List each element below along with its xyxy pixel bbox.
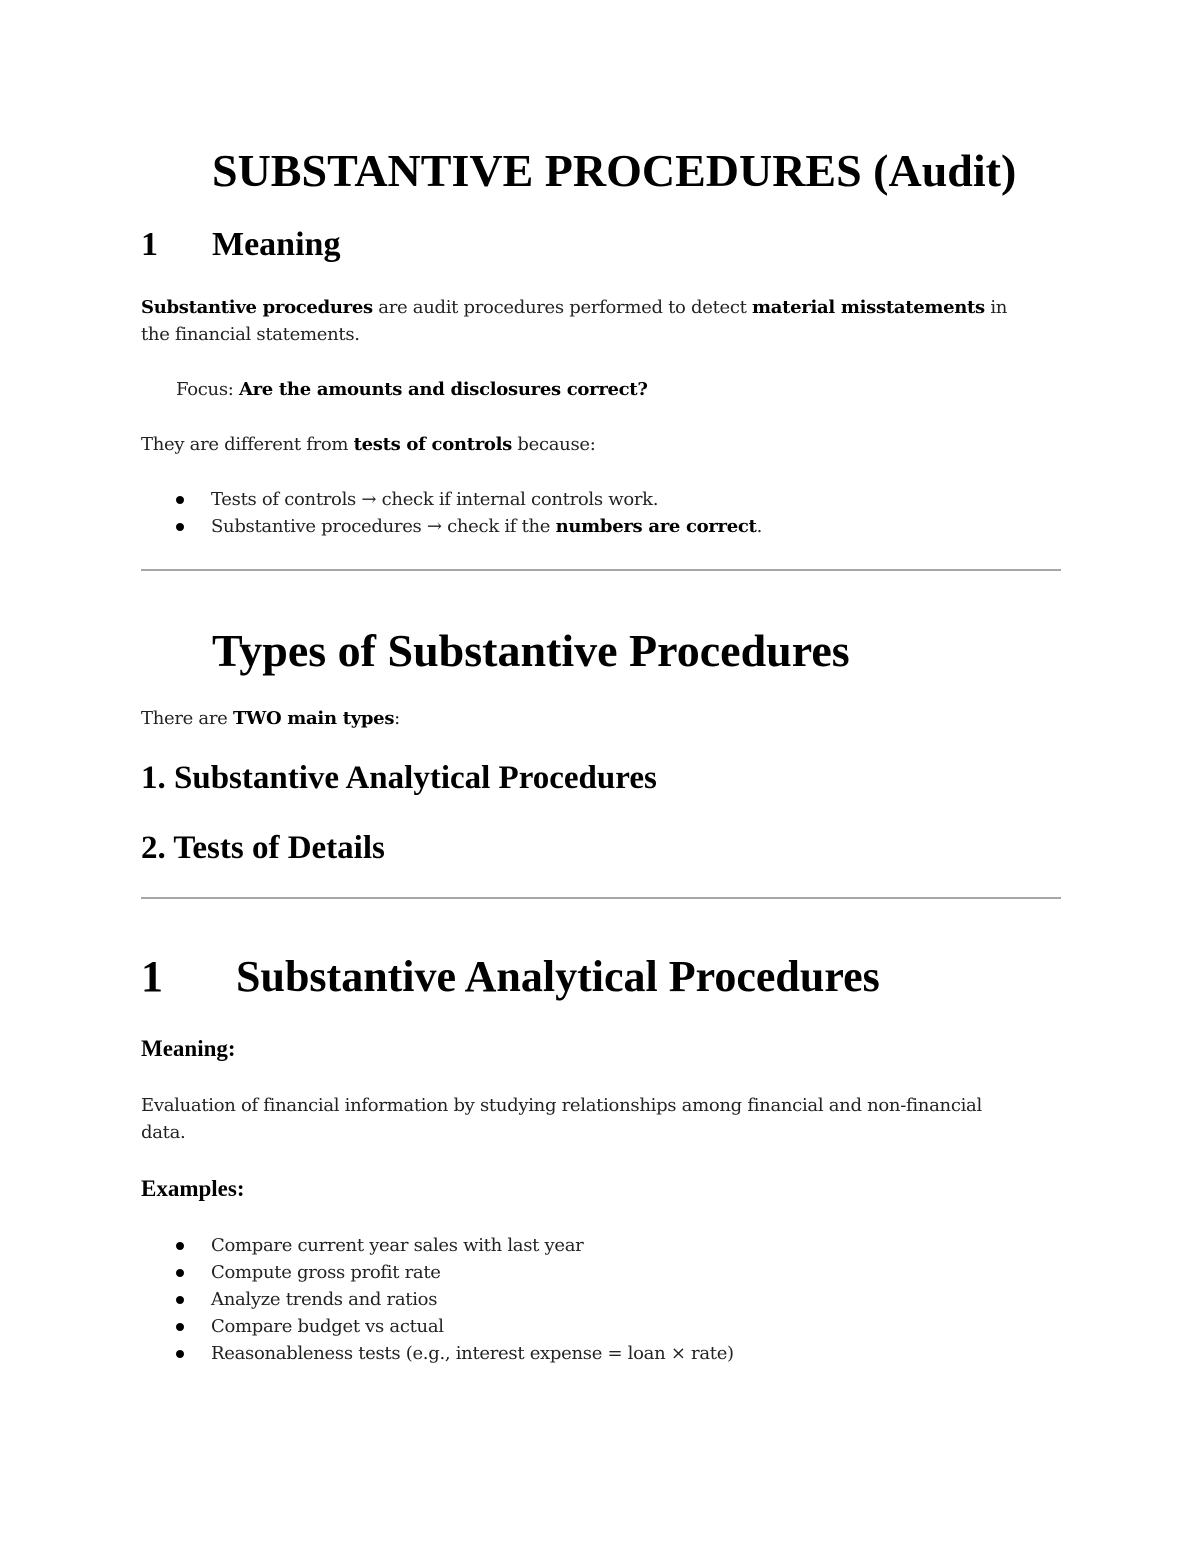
list-item-text: Compare current year sales with last year (211, 1235, 584, 1256)
list-item-text: Reasonableness tests (e.g., interest expense = loan × rate) (211, 1343, 734, 1364)
focus-line (176, 376, 648, 403)
difference-line (141, 431, 596, 458)
bullet-icon (176, 523, 184, 531)
definition-text-1: are audit procedures performed to detect (372, 297, 752, 318)
list-item (141, 486, 762, 513)
types-heading: Types of Substantive Procedures (212, 625, 850, 676)
meaning-line-2: data. (141, 1122, 186, 1143)
examples-list (141, 1232, 734, 1367)
section-2-heading: Substantive Analytical Procedures (236, 952, 880, 1001)
difference-list (141, 486, 762, 540)
horizontal-rule (141, 897, 1061, 899)
section-1-number: 1 (141, 226, 158, 263)
type-item-1: 1. Substantive Analytical Procedures (141, 760, 657, 796)
list-item-text: Tests of controls → check if internal controls work. (211, 489, 659, 510)
examples-label: Examples: (141, 1176, 245, 1201)
list-item (141, 513, 762, 540)
types-intro-text-2: : (394, 708, 400, 729)
bullet-icon (176, 1269, 184, 1277)
types-intro-text-1: There are (141, 708, 233, 729)
term-material-misstatements: material misstatements (752, 297, 985, 318)
type-item-2: 2. Tests of Details (141, 830, 385, 866)
bullet-icon (176, 1350, 184, 1358)
document-title: SUBSTANTIVE PROCEDURES (Audit) (212, 145, 1017, 196)
horizontal-rule (141, 569, 1061, 571)
difference-text-2: because: (511, 434, 596, 455)
section-1-heading: Meaning (212, 226, 341, 263)
bullet-icon (176, 496, 184, 504)
types-intro (141, 705, 400, 732)
focus-label: Focus: (176, 379, 239, 400)
list-item (141, 1286, 734, 1313)
list-item-text: Compute gross profit rate (211, 1262, 441, 1283)
list-item (141, 1340, 734, 1367)
definition-text-2: in (984, 297, 1008, 318)
list-item-tail: . (756, 516, 762, 537)
list-item (141, 1259, 734, 1286)
meaning-label: Meaning: (141, 1036, 236, 1061)
term-substantive-procedures: Substantive procedures (141, 297, 373, 318)
definition-line-1 (141, 294, 1007, 321)
definition-line-2: the financial statements. (141, 324, 360, 345)
meaning-line-1: Evaluation of financial information by studying relationships among financial and non-financial (141, 1095, 982, 1116)
list-item-text: Substantive procedures → check if the (211, 516, 556, 537)
difference-text-1: They are different from (141, 434, 354, 455)
list-item-text: Compare budget vs actual (211, 1316, 444, 1337)
bullet-icon (176, 1296, 184, 1304)
list-item-text: Analyze trends and ratios (211, 1289, 438, 1310)
list-item (141, 1313, 734, 1340)
section-2-number: 1 (141, 952, 163, 1001)
term-tests-of-controls: tests of controls (353, 434, 512, 455)
list-item (141, 1232, 734, 1259)
focus-question: Are the amounts and disclosures correct? (238, 379, 648, 400)
list-item-bold: numbers are correct (555, 516, 757, 537)
types-intro-bold: TWO main types (232, 708, 395, 729)
bullet-icon (176, 1242, 184, 1250)
bullet-icon (176, 1323, 184, 1331)
